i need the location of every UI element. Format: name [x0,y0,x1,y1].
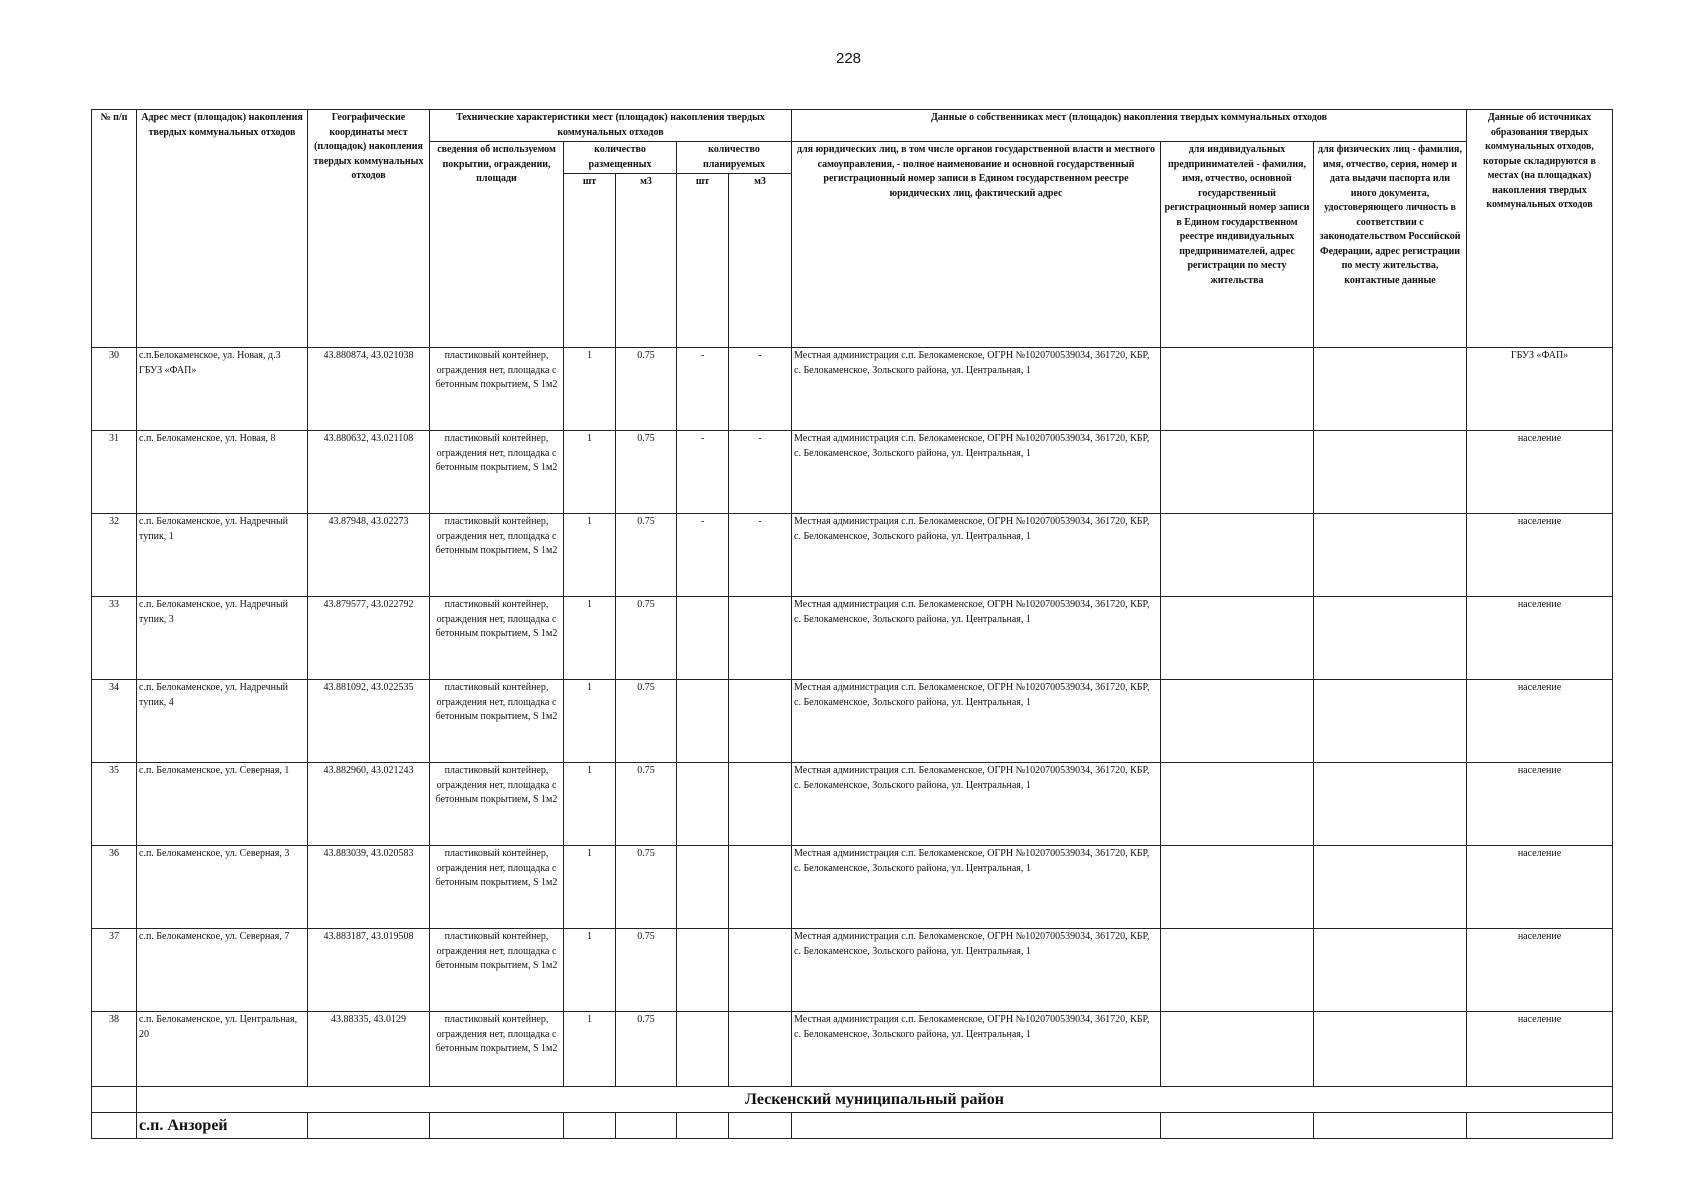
table-header [92,110,1613,348]
cell-surface: пластиковый контейнер, ограждения нет, площадка с бетонным покрытием, S 1м2 [430,597,564,680]
cell-address: с.п. Белокаменское, ул. Северная, 7 [137,929,308,1012]
cell-address: с.п. Белокаменское, ул. Надречный тупик, 1 [137,514,308,597]
cell-geo: 43.879577, 43.022792 [308,597,430,680]
cell-address: с.п. Белокаменское, ул. Центральная, 20 [137,1012,308,1087]
settlement-heading: с.п. Анзорей [137,1113,308,1139]
cell-source: население [1467,846,1613,929]
header-ip: для индивидуальных предпринимателей - фамилия, имя, отчество, основной государственный регистрационный номер записи в Едином государственном реестре индивидуальных предпринимателей, адрес регистрации по месту жительства [1161,142,1314,348]
cell-surface: пластиковый контейнер, ограждения нет, площадка с бетонным покрытием, S 1м2 [430,763,564,846]
header-geo: Географические координаты мест (площадок) накопления твердых коммунальных отходов [308,110,430,348]
cell-sht-placed: 1 [564,514,616,597]
cell-source: население [1467,597,1613,680]
cell-geo: 43.882960, 43.021243 [308,763,430,846]
cell-m3-placed: 0.75 [616,597,677,680]
cell-empty [564,1113,616,1139]
cell-legal: Местная администрация с.п. Белокаменское, ОГРН №1020700539034, 361720, КБР, с. Белокаменское, Зольского района, ул. Центральная, 1 [792,1012,1161,1087]
cell-sht-placed: 1 [564,348,616,431]
header-legal: для юридических лиц, в том числе органов государственной власти и местного самоуправления, - полное наименование и основной государственный регистрационный номер записи в Едином государственном реестре юридических лиц, фактический адрес [792,142,1161,348]
cell-sht-planned [677,929,729,1012]
cell-sht-planned [677,763,729,846]
cell-sht-planned: - [677,431,729,514]
cell-num: 30 [92,348,137,431]
cell-num: 35 [92,763,137,846]
cell-ip [1161,846,1314,929]
cell-address: с.п. Белокаменское, ул. Надречный тупик, 4 [137,680,308,763]
table-row [92,763,1613,846]
cell-geo: 43.87948, 43.02273 [308,514,430,597]
cell-legal: Местная администрация с.п. Белокаменское, ОГРН №1020700539034, 361720, КБР, с. Белокаменское, Зольского района, ул. Центральная, 1 [792,846,1161,929]
header-address: Адрес мест (площадок) накопления твердых коммунальных отходов [137,110,308,348]
cell-sht-placed: 1 [564,597,616,680]
cell-physical [1314,763,1467,846]
header-surface: сведения об используемом покрытии, ограждении, площади [430,142,564,348]
cell-ip [1161,431,1314,514]
cell-source: ГБУЗ «ФАП» [1467,348,1613,431]
cell-num: 34 [92,680,137,763]
cell-legal: Местная администрация с.п. Белокаменское, ОГРН №1020700539034, 361720, КБР, с. Белокаменское, Зольского района, ул. Центральная, 1 [792,514,1161,597]
cell-sht-planned [677,597,729,680]
cell-geo: 43.880874, 43.021038 [308,348,430,431]
table-row [92,846,1613,929]
cell-geo: 43.88335, 43.0129 [308,1012,430,1087]
district-heading: Лескенский муниципальный район [137,1087,1613,1113]
cell-physical [1314,846,1467,929]
district-row-spacer [92,1087,137,1113]
header-sht-placed: шт [564,174,616,348]
header-tech: Технические характеристики мест (площадок) накопления твердых коммунальных отходов [430,110,792,142]
cell-m3-placed: 0.75 [616,929,677,1012]
cell-sht-placed: 1 [564,763,616,846]
cell-num: 31 [92,431,137,514]
cell-geo: 43.883187, 43.019508 [308,929,430,1012]
cell-legal: Местная администрация с.п. Белокаменское, ОГРН №1020700539034, 361720, КБР, с. Белокаменское, Зольского района, ул. Центральная, 1 [792,348,1161,431]
cell-ip [1161,929,1314,1012]
header-qty-placed: количество размещенных [564,142,677,174]
cell-surface: пластиковый контейнер, ограждения нет, площадка с бетонным покрытием, S 1м2 [430,1012,564,1087]
cell-m3-planned [729,763,792,846]
cell-m3-planned [729,680,792,763]
cell-geo: 43.883039, 43.020583 [308,846,430,929]
header-sources: Данные об источниках образования твердых коммунальных отходов, которые складируются в местах (на площадках) накопления твердых коммунальных отходов [1467,110,1613,348]
cell-sht-planned: - [677,348,729,431]
cell-geo: 43.881092, 43.022535 [308,680,430,763]
table-row [92,929,1613,1012]
cell-physical [1314,680,1467,763]
cell-source: население [1467,431,1613,514]
settlement-row [92,1113,1613,1139]
cell-surface: пластиковый контейнер, ограждения нет, площадка с бетонным покрытием, S 1м2 [430,431,564,514]
cell-ip [1161,763,1314,846]
cell-legal: Местная администрация с.п. Белокаменское, ОГРН №1020700539034, 361720, КБР, с. Белокаменское, Зольского района, ул. Центральная, 1 [792,763,1161,846]
cell-sht-planned: - [677,514,729,597]
cell-m3-planned: - [729,431,792,514]
cell-address: с.п. Белокаменское, ул. Северная, 1 [137,763,308,846]
cell-legal: Местная администрация с.п. Белокаменское, ОГРН №1020700539034, 361720, КБР, с. Белокаменское, Зольского района, ул. Центральная, 1 [792,929,1161,1012]
cell-m3-planned [729,846,792,929]
cell-legal: Местная администрация с.п. Белокаменское, ОГРН №1020700539034, 361720, КБР, с. Белокаменское, Зольского района, ул. Центральная, 1 [792,431,1161,514]
cell-m3-placed: 0.75 [616,680,677,763]
header-num: № п/п [92,110,137,348]
table-row [92,431,1613,514]
cell-physical [1314,929,1467,1012]
cell-physical [1314,597,1467,680]
cell-surface: пластиковый контейнер, ограждения нет, площадка с бетонным покрытием, S 1м2 [430,846,564,929]
header-qty-planned: количество планируемых [677,142,792,174]
waste-sites-table [91,109,1613,1139]
cell-surface: пластиковый контейнер, ограждения нет, площадка с бетонным покрытием, S 1м2 [430,514,564,597]
cell-surface: пластиковый контейнер, ограждения нет, площадка с бетонным покрытием, S 1м2 [430,680,564,763]
cell-m3-placed: 0.75 [616,846,677,929]
cell-m3-planned [729,929,792,1012]
cell-num: 36 [92,846,137,929]
cell-physical [1314,431,1467,514]
cell-m3-planned: - [729,348,792,431]
cell-sht-placed: 1 [564,846,616,929]
cell-m3-planned [729,597,792,680]
cell-empty [308,1113,430,1139]
cell-empty [1314,1113,1467,1139]
cell-empty [616,1113,677,1139]
page-number: 228 [835,50,862,67]
cell-m3-placed: 0.75 [616,431,677,514]
cell-address: с.п.Белокаменское, ул. Новая, д.3 ГБУЗ «ФАП» [137,348,308,431]
cell-empty [677,1113,729,1139]
cell-sht-placed: 1 [564,929,616,1012]
cell-sht-placed: 1 [564,680,616,763]
cell-address: с.п. Белокаменское, ул. Надречный тупик, 3 [137,597,308,680]
cell-physical [1314,1012,1467,1087]
cell-ip [1161,348,1314,431]
cell-physical [1314,348,1467,431]
table-row [92,514,1613,597]
cell-source: население [1467,680,1613,763]
cell-m3-placed: 0.75 [616,1012,677,1087]
cell-sht-placed: 1 [564,1012,616,1087]
header-sht-planned: шт [677,174,729,348]
cell-ip [1161,597,1314,680]
cell-source: население [1467,1012,1613,1087]
cell-empty [729,1113,792,1139]
cell-num: 37 [92,929,137,1012]
table-row [92,680,1613,763]
cell-sht-planned [677,680,729,763]
cell-source: население [1467,929,1613,1012]
settlement-row-spacer [92,1113,137,1139]
cell-source: население [1467,763,1613,846]
cell-empty [1467,1113,1613,1139]
table-row [92,1012,1613,1087]
cell-address: с.п. Белокаменское, ул. Новая, 8 [137,431,308,514]
table-row [92,597,1613,680]
cell-ip [1161,514,1314,597]
cell-m3-placed: 0.75 [616,514,677,597]
cell-surface: пластиковый контейнер, ограждения нет, площадка с бетонным покрытием, S 1м2 [430,929,564,1012]
cell-empty [1161,1113,1314,1139]
cell-ip [1161,1012,1314,1087]
table-row [92,348,1613,431]
header-physical: для физических лиц - фамилия, имя, отчество, серия, номер и дата выдачи паспорта или иного документа, удостоверяющего личность в соответствии с законодательством Российской Федерации, адрес регистрации по месту жительства, контактные данные [1314,142,1467,348]
cell-physical [1314,514,1467,597]
cell-num: 32 [92,514,137,597]
cell-empty [430,1113,564,1139]
cell-m3-placed: 0.75 [616,763,677,846]
cell-geo: 43.880632, 43.021108 [308,431,430,514]
cell-empty [792,1113,1161,1139]
cell-legal: Местная администрация с.п. Белокаменское, ОГРН №1020700539034, 361720, КБР, с. Белокаменское, Зольского района, ул. Центральная, 1 [792,680,1161,763]
cell-m3-placed: 0.75 [616,348,677,431]
cell-sht-planned [677,846,729,929]
header-m3-planned: м3 [729,174,792,348]
cell-sht-placed: 1 [564,431,616,514]
cell-num: 33 [92,597,137,680]
cell-source: население [1467,514,1613,597]
cell-surface: пластиковый контейнер, ограждения нет, площадка с бетонным покрытием, S 1м2 [430,348,564,431]
cell-m3-planned [729,1012,792,1087]
header-m3-placed: м3 [616,174,677,348]
cell-sht-planned [677,1012,729,1087]
cell-m3-planned: - [729,514,792,597]
district-row [92,1087,1613,1113]
cell-ip [1161,680,1314,763]
cell-num: 38 [92,1012,137,1087]
cell-legal: Местная администрация с.п. Белокаменское, ОГРН №1020700539034, 361720, КБР, с. Белокаменское, Зольского района, ул. Центральная, 1 [792,597,1161,680]
header-owners: Данные о собственниках мест (площадок) накопления твердых коммунальных отходов [792,110,1467,142]
table-body [92,348,1613,1139]
cell-address: с.п. Белокаменское, ул. Северная, 3 [137,846,308,929]
